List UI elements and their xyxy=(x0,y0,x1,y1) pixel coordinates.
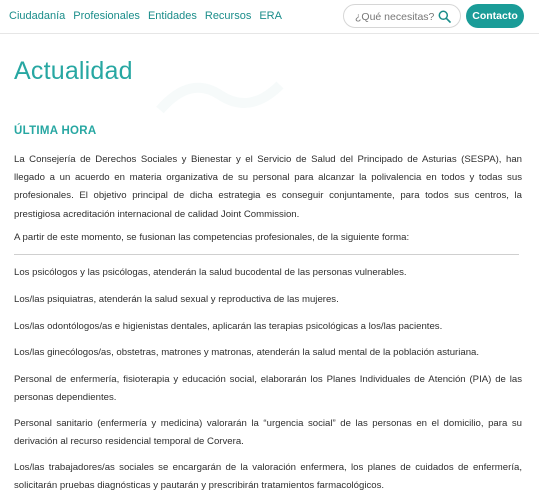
main-nav xyxy=(9,9,290,23)
contact-button[interactable]: Contacto xyxy=(466,4,524,28)
top-navigation-bar xyxy=(0,0,539,34)
lead-paragraph: A partir de este momento, se fusionan las competencias profesionales, de la siguiente forma: xyxy=(14,232,410,243)
section-heading: ÚLTIMA HORA xyxy=(14,125,97,137)
intro-paragraph: La Consejería de Derechos Sociales y Bienestar y el Servicio de Salud del Principado de Asturias (SESPA), han llegado a un acuerdo en materia organizativa de su personal para alcanzar la polivalencia en todos y todas sus profesionales. El objetivo principal de dicha estrategia es conseguir conjuntamente, para todos sus centros, la prestigiosa acreditación internacional de calidad Joint Commission. xyxy=(14,154,522,220)
list-item: Personal sanitario (enfermería y medicina) valorarán la “urgencia social” de las personas en el domicilio, para su derivación al recurso residencial temporal de Corvera. xyxy=(14,418,522,448)
decorative-background-graphic xyxy=(150,70,290,120)
list-item: Los/las odontólogos/as e higienistas dentales, aplicarán las terapias psicológicas a los/las pacientes. xyxy=(14,321,443,332)
list-item: Los/las trabajadores/as sociales se encargarán de la valoración enfermera, los planes de cuidados de enfermería, solicitarán pruebas diagnósticas y pautarán y prescribirán tratamientos farmacológicos. xyxy=(14,462,522,492)
search-box xyxy=(343,4,461,28)
nav-item-ciudadania[interactable]: Ciudadanía xyxy=(9,10,66,22)
search-input[interactable] xyxy=(355,9,435,24)
nav-item-era[interactable]: ERA xyxy=(259,10,282,22)
nav-item-entidades[interactable]: Entidades xyxy=(147,10,197,22)
page-title: Actualidad xyxy=(14,57,133,85)
list-item: Los/las ginecólogos/as, obstetras, matrones y matronas, atenderán la salud mental de la población asturiana. xyxy=(14,347,480,358)
divider xyxy=(14,254,519,255)
nav-item-recursos[interactable]: Recursos xyxy=(204,10,252,22)
nav-item-profesionales[interactable]: Profesionales xyxy=(73,10,140,22)
list-item: Los psicólogos y las psicólogas, atenderán la salud bucodental de las personas vulnerables. xyxy=(14,267,407,278)
list-item: Los/las psiquiatras, atenderán la salud sexual y reproductiva de las mujeres. xyxy=(14,294,339,305)
list-item: Personal de enfermería, fisioterapia y educación social, elaborarán los Planes Individuales de Atención (PIA) de las personas dependientes. xyxy=(14,374,522,404)
search-icon[interactable] xyxy=(438,10,451,23)
